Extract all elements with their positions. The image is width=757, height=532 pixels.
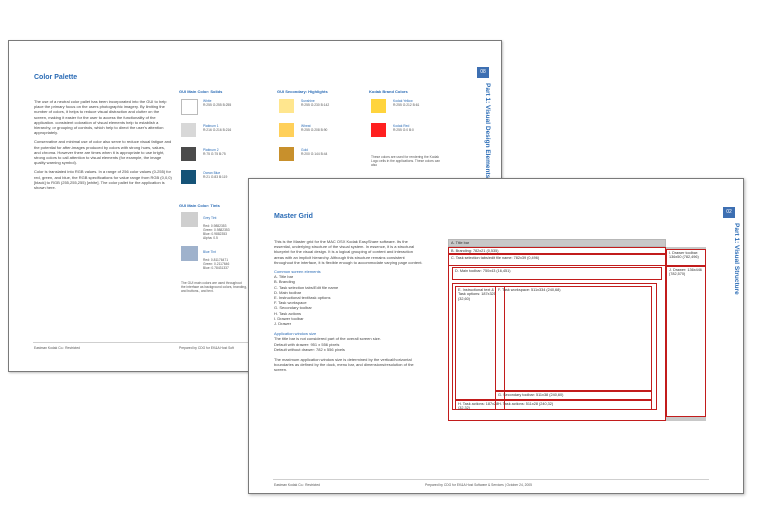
swatch-value: R:75 G:75 B:75 — [203, 152, 226, 156]
swatch-info — [301, 124, 349, 132]
drawer-toolbar-region: I. Drawer toolbar: 136x50 (782,496) — [666, 249, 706, 266]
swatch-info — [203, 124, 251, 132]
swatch-gold — [279, 147, 294, 161]
swatch-sunshine — [279, 99, 294, 113]
tints-heading: GUI Main Color: Tints — [179, 203, 220, 208]
list-item: C. Task selection tabs/Edit file name — [274, 284, 339, 290]
swatch-value: R:200 G:144 B:44 — [301, 152, 328, 156]
workspace-region: F. Task workspace: 511x334 (240,68) — [495, 286, 652, 391]
task-actions-left-region: H. Task actions: 187x28 (32,32) — [455, 400, 505, 410]
page-title: Color Palette — [34, 74, 78, 81]
elements-list — [274, 274, 424, 326]
swatch-info — [203, 148, 251, 156]
left-column — [274, 239, 424, 373]
swatch-value: R:21 G:83 B:119 — [203, 175, 228, 179]
swatch-info — [301, 99, 349, 107]
swatch-blue-tint — [181, 246, 198, 261]
master-grid-page — [248, 178, 744, 494]
list-item: G. Secondary toolbar — [274, 305, 312, 311]
swatch-info — [203, 171, 251, 179]
title-bar-region: A. Title bar — [448, 239, 666, 247]
brand-note: These colors are used for rendering the Kodak Logo cells in the applications. These colors can also — [371, 155, 441, 167]
list-item: I. Drawer toolbar — [274, 315, 304, 321]
swatch-name: Wheat — [301, 124, 311, 128]
swatch-info — [393, 99, 443, 107]
swatch-wheat — [279, 123, 294, 137]
secondary-toolbar-region: G. Secondary toolbar: 511x38 (240,60) — [495, 391, 652, 400]
swatch-kodak-red — [371, 123, 386, 137]
swatch-name: White — [203, 99, 212, 103]
brand-heading: Kodak Brand Colors — [369, 89, 408, 94]
swatch-value: R:255 G:230 B:142 — [301, 103, 330, 107]
paragraph: Conservative and minimal use of color also serve to reduce visual fatigue and the potential for after-images produced by colors with strong hues, values, and chroma. However there are times when it is appropriate to use bright, strong colors to call attention to visual elements (for example, the image quality warning symbol). — [34, 139, 172, 166]
swatch-kodak-yellow — [371, 99, 386, 113]
elements-heading: Common screen elements — [274, 269, 321, 275]
swatch-name: Blue Tint — [203, 250, 216, 254]
footer-left: Eastman Kodak Co.: Restricted — [34, 346, 80, 350]
solids-heading: GUI Main Color: Solids — [179, 89, 223, 94]
swatch-value: R:255 G:255 B:255 — [203, 103, 232, 107]
secondary-heading: GUI Secondary: Highlights — [277, 89, 328, 94]
without-drawer: Default without drawer: 782 x 556 pixels — [274, 346, 345, 352]
swatch-value: R:216 G:216 B:216 — [203, 128, 232, 132]
swatch-name: Platinum 2 — [203, 148, 219, 152]
swatch-name: Kodak Red — [393, 124, 410, 128]
paragraph: The use of a neutral color pallet has been incorporated into the GUI to help place the primary focus on the users photographic imagery. By limiting the number of colors, it helps to reduce visual distraction and clutter on the screen, making it easier for the user to access the functionality of the application. consistent coloration of visual elements help to establish a hierarchy, or grouping of controls, which help to direct the user's attention appropriately. — [34, 99, 167, 136]
branding-region: B. Branding: 782x21 (0,535) — [448, 247, 666, 254]
swatch-info — [203, 99, 251, 107]
closing-text: The maximum application window size is determined by the vertical/horizontal boundaries as defined by the dock, menu bar, and dimensions/resolution of the screen. — [274, 357, 414, 373]
page-title: Master Grid — [274, 213, 313, 220]
swatch-platinum-2 — [181, 147, 196, 161]
instructional-region: E. Instructional text & Task options: 187x325 (32,60) — [455, 286, 505, 400]
footer-left: Eastman Kodak Co.: Restricted — [274, 483, 320, 487]
swatch-value: R:255 G:212 B:61 — [393, 103, 420, 107]
swatch-value: Red: 0.81176471 Green: 0.2117646 Blue: 0.78431337 — [203, 258, 230, 270]
swatch-name: Kodak Yellow — [393, 99, 413, 103]
page-number-tab: 08 — [477, 67, 489, 78]
main-toolbar-region: D. Main toolbar: 750x43 (16,451) — [452, 267, 662, 280]
swatch-platinum-1 — [181, 123, 196, 137]
with-drawer: Default with drawer: 951 x 556 pixels — [274, 341, 340, 347]
swatch-info — [393, 124, 443, 132]
swatch-name: Gold — [301, 148, 308, 152]
swatch-name: Ocean Blue — [203, 171, 221, 175]
drawer-region: J. Drawer: 136x446 (782,570) — [666, 266, 706, 417]
list-item: H. Task actions — [274, 310, 302, 316]
footer-right: Prepared by CDG for EK&A Host Soft — [179, 346, 234, 350]
window-heading: Application window size — [274, 331, 317, 337]
window-text: The title bar is not considered part of the overall screen size. — [274, 336, 381, 342]
swatch-name: Sunshine — [301, 99, 315, 103]
list-item: A. Title bar — [274, 274, 294, 280]
paragraph: Color is translated into RGB values. In a range of 256 color values (0-255) for red, green, and blue, the RGB specifications for value range from RGB (0,0,0)[black] to RGB (255,255,255) [white]. The color pallet for the application is shown here. — [34, 169, 172, 191]
swatch-value: R:255 G:0 B:0 — [393, 128, 414, 132]
swatch-white — [181, 99, 198, 115]
list-item: E. Instructional text/task options — [274, 295, 331, 301]
task-actions-right-region: H. Task actions: 511x28 (240,32) — [495, 400, 652, 410]
swatch-name: Grey Tint — [203, 216, 217, 220]
section-label: Part 1: Visual Structure — [733, 223, 740, 295]
list-item: B. Branding — [274, 279, 295, 285]
intro-text: This is the Master grid for the MAC OSX Kodak EasyShare software. Its the essential, underlying structure of the visual system. In essence, it is a structural blueprint for the visual design. It is a logical grouping of content and interaction areas with an implicit hierarchy. Although this structure remains consistent throughout the interface, it is flexible enough to accommodate varying page content. — [274, 239, 423, 265]
intro-text — [34, 99, 172, 190]
swatch-info — [203, 212, 251, 244]
section-label: Part 1: Visual Design Elements — [484, 83, 491, 179]
list-item: D. Main toolbar — [274, 289, 302, 295]
footer-divider — [273, 479, 709, 480]
tints-note: The GUI main colors are used throughout the interface as background colors, branding, and buttons., and text. — [181, 281, 247, 293]
swatch-info — [203, 246, 251, 274]
footer-right: Prepared by CDG for EK&A Host Software & Services | October 24, 2005 — [425, 483, 532, 487]
swatch-ocean-blue — [181, 170, 196, 184]
swatch-info — [301, 148, 349, 156]
page-number-tab: 02 — [723, 207, 735, 218]
swatch-value: R:255 G:208 B:90 — [301, 128, 328, 132]
tabs-region: C. Task selection tabs/edit file name: 782x39 (0,496) — [448, 254, 666, 266]
swatch-value: Red: 0.9882353 Green: 0.9882353 Blue: 0.9882353 Alpha: 0.5 — [203, 224, 230, 240]
swatch-name: Platinum 1 — [203, 124, 219, 128]
swatch-grey-tint — [181, 212, 198, 227]
list-item: J. Drawer — [274, 321, 292, 327]
list-item: F. Task workspace — [274, 300, 307, 306]
